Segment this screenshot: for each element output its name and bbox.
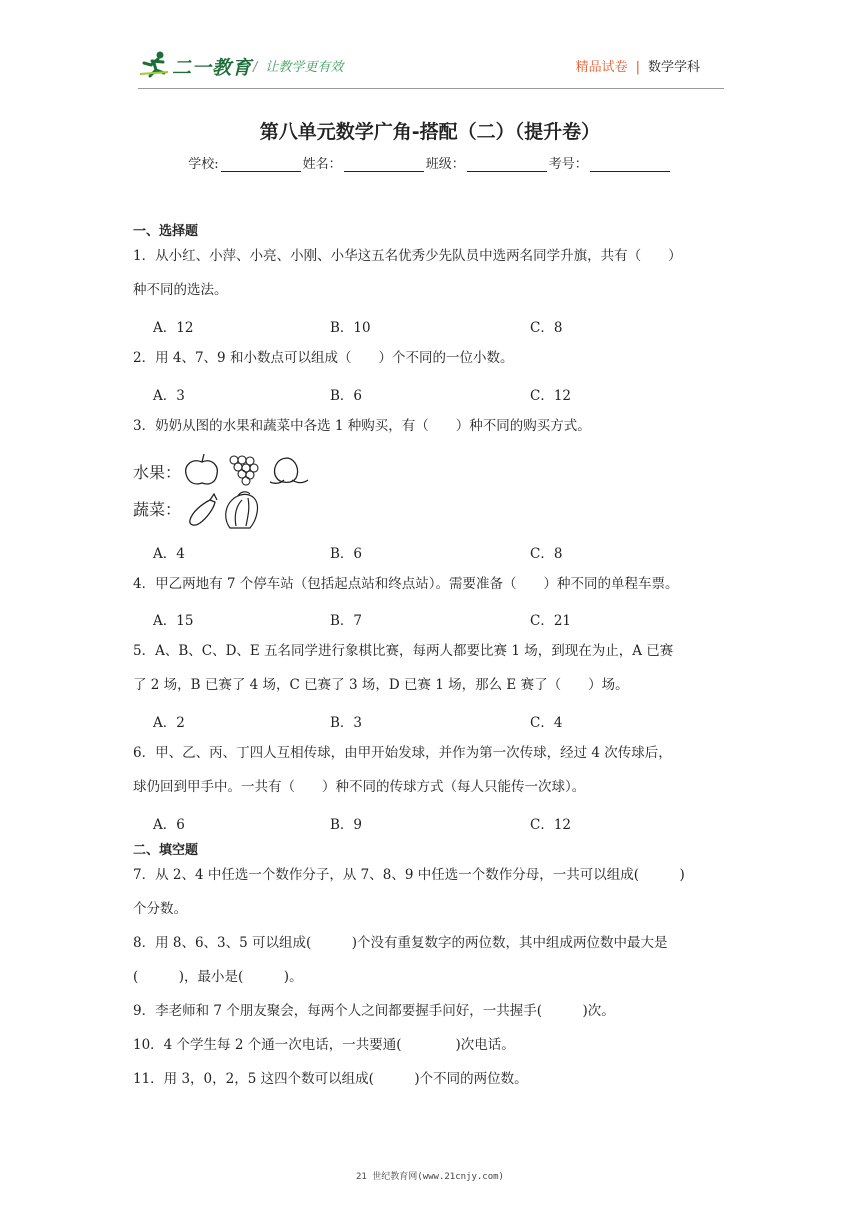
fruit-vegetable-figure	[180, 450, 320, 530]
question-6: 6．甲、乙、丙、丁四人互相传球，由甲开始发球，并作为第一次传球，经过 4 次传球后， 球仍回到甲手中。一共有（ ）种不同的传球方式（每人只能传一次球）。	[133, 745, 672, 795]
q5-option-a: A．2	[153, 715, 185, 731]
q6-option-b: B．9	[330, 817, 363, 833]
q3-option-b: B．6	[330, 546, 363, 562]
q1-option-c: C．8	[530, 320, 563, 336]
badge-subject: 数学学科	[647, 60, 700, 75]
question-10: 10．4 个学生每 2 个通一次电话，一共要通( )次电话。	[133, 1037, 515, 1053]
q2-option-b: B．6	[330, 388, 363, 404]
brand-slogan: / 让教学更有效	[253, 60, 344, 75]
q5-option-b: B．3	[330, 715, 363, 731]
apple-icon	[186, 454, 218, 484]
peach-icon	[270, 458, 308, 483]
q5-option-c: C．4	[530, 715, 563, 731]
brand-logo-text: 二一教育	[172, 57, 253, 79]
vegetable-label: 蔬菜：	[133, 500, 182, 519]
q2-option-c: C．12	[530, 388, 572, 404]
question-3: 3．奶奶从图的水果和蔬菜中各选 1 种购买，有（ ）种不同的购买方式。	[133, 418, 591, 434]
q1-option-a: A．12	[153, 320, 194, 336]
question-8: 8．用 8、6、3、5 可以组成( )个没有重复数字的两位数，其中组成两位数中最大是 ( )，最小是( )。	[133, 935, 668, 985]
exam-number-blank[interactable]	[590, 158, 670, 172]
question-1: 1．从小红、小萍、小亮、小刚、小华这五名优秀少先队员中选两名同学升旗，共有（ ） 种不同的选法。	[133, 248, 682, 298]
question-7: 7．从 2、4 中任选一个数作分子，从 7、8、9 中任选一个数作分母，一共可以组成( ) 个分数。	[133, 867, 685, 917]
header-divider	[138, 88, 724, 89]
fruit-label: 水果：	[133, 463, 182, 482]
q4-option-a: A．15	[153, 613, 194, 629]
question-2: 2．用 4、7、9 和小数点可以组成（ ）个不同的一位小数。	[133, 350, 514, 366]
header-badge: 精品试卷 | 数学学科	[575, 60, 700, 75]
q6-option-c: C．12	[530, 817, 572, 833]
page-footer: 21 世纪教育网(www.21cnjy.com)	[356, 1172, 504, 1182]
badge-premium-paper: 精品试卷	[575, 60, 628, 75]
name-blank[interactable]	[344, 158, 424, 172]
question-5: 5．A、B、C、D、E 五名同学进行象棋比赛，每两人都要比赛 1 场，到现在为止，A 已赛 了 2 场，B 已赛了 4 场，C 已赛了 3 场，D 已赛 1 场，那么 E 赛了（ ）场。	[133, 643, 674, 693]
q1-option-b: B．10	[330, 320, 371, 336]
question-11: 11．用 3，0，2，5 这四个数可以组成( )个不同的两位数。	[133, 1071, 528, 1087]
q6-option-a: A．6	[153, 817, 185, 833]
q3-option-a: A．4	[153, 546, 185, 562]
student-info-line: 学校: 姓名： 班级： 考号：	[0, 153, 860, 172]
section-heading-choice: 一、选择题	[133, 224, 199, 239]
q3-option-c: C．8	[530, 546, 563, 562]
question-4: 4．甲乙两地有 7 个停车站（包括起点站和终点站）。需要准备（ ）种不同的单程车票。	[133, 576, 679, 592]
class-blank[interactable]	[467, 158, 547, 172]
page-title: 第八单元数学广角-搭配（二）（提升卷）	[259, 121, 601, 143]
grapes-icon	[230, 456, 258, 485]
question-9: 9．李老师和 7 个朋友聚会，每两个人之间都要握手问好，一共握手( )次。	[133, 1003, 615, 1019]
q2-option-a: A．3	[153, 388, 185, 404]
eggplant-icon	[190, 494, 217, 525]
school-blank[interactable]	[221, 158, 301, 172]
cabbage-icon	[226, 492, 258, 528]
q4-option-c: C．21	[530, 613, 572, 629]
runner-logo-icon	[138, 50, 172, 78]
q4-option-b: B．7	[330, 613, 363, 629]
section-heading-fill-blank: 二、填空题	[133, 843, 199, 858]
